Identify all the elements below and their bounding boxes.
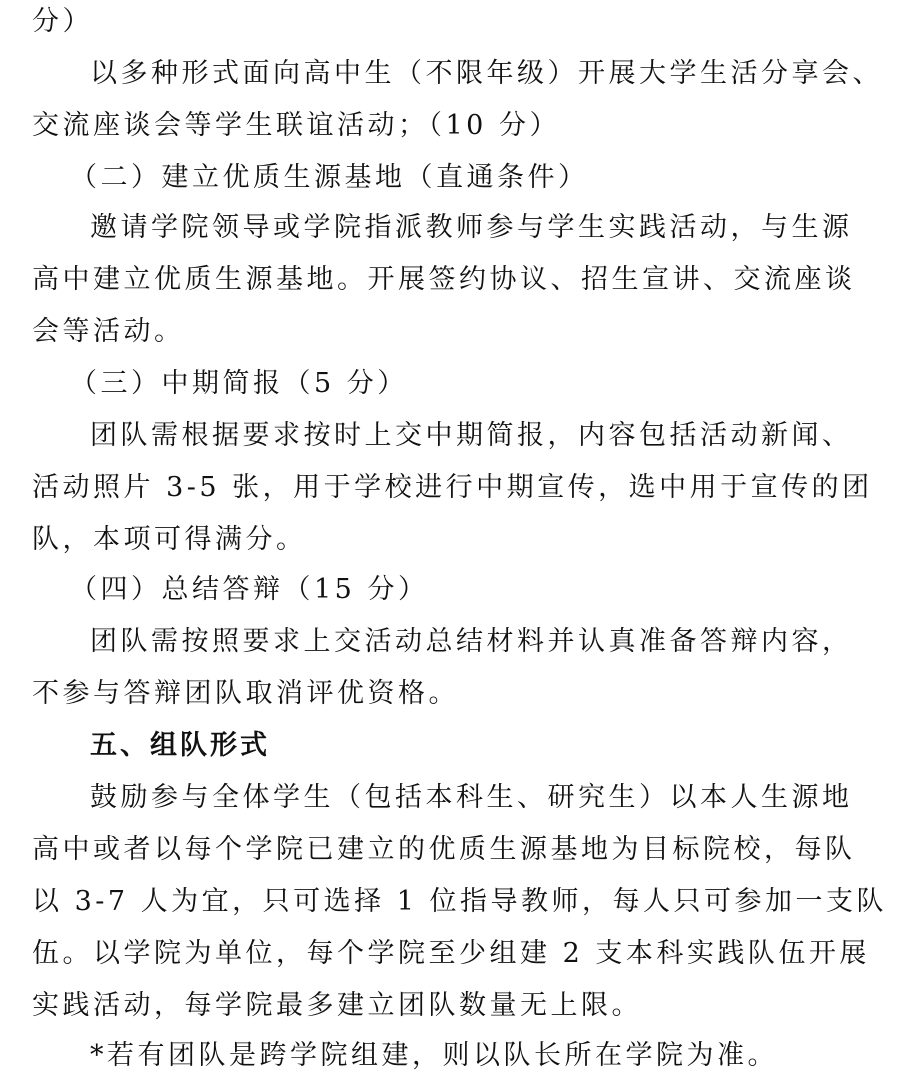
paragraph-line: 不参与答辩团队取消评优资格。 <box>32 678 459 709</box>
section-heading-2: （二）建立优质生源基地（直通条件） <box>70 162 589 193</box>
paragraph-line: 鼓励参与全体学生（包括本科生、研究生）以本人生源地 <box>90 782 853 813</box>
paragraph-line: 高中或者以每个学院已建立的优质生源基地为目标院校，每队 <box>32 834 856 865</box>
paragraph-line: 活动照片 3-5 张，用于学校进行中期宣传，选中用于宣传的团 <box>32 472 873 503</box>
paragraph-line: 交流座谈会等学生联谊活动；（10 分） <box>32 110 560 141</box>
paragraph-line: 团队需按照要求上交活动总结材料并认真准备答辩内容， <box>90 626 853 657</box>
paragraph-continuation-line: 分） <box>32 6 93 37</box>
paragraph-line: 邀请学院领导或学院指派教师参与学生实践活动，与生源 <box>90 212 853 243</box>
paragraph-line: 以多种形式面向高中生（不限年级）开展大学生活分享会、 <box>90 58 883 89</box>
paragraph-line: 团队需根据要求按时上交中期简报，内容包括活动新闻、 <box>90 420 853 451</box>
paragraph-line: 会等活动。 <box>32 316 185 347</box>
paragraph-line: 伍。以学院为单位，每个学院至少组建 2 支本科实践队伍开展 <box>32 938 870 969</box>
footnote-line: *若有团队是跨学院组建，则以队长所在学院为准。 <box>90 1040 778 1071</box>
section-heading-5: 五、组队形式 <box>90 730 270 761</box>
paragraph-line: 实践活动，每学院最多建立团队数量无上限。 <box>32 990 642 1021</box>
section-heading-3: （三）中期简报（5 分） <box>70 368 408 399</box>
section-heading-4: （四）总结答辩（15 分） <box>70 574 429 605</box>
paragraph-line: 以 3-7 人为宜，只可选择 1 位指导教师，每人只可参加一支队 <box>32 886 887 917</box>
paragraph-line: 队，本项可得满分。 <box>32 524 307 555</box>
paragraph-line: 高中建立优质生源基地。开展签约协议、招生宣讲、交流座谈 <box>32 264 856 295</box>
